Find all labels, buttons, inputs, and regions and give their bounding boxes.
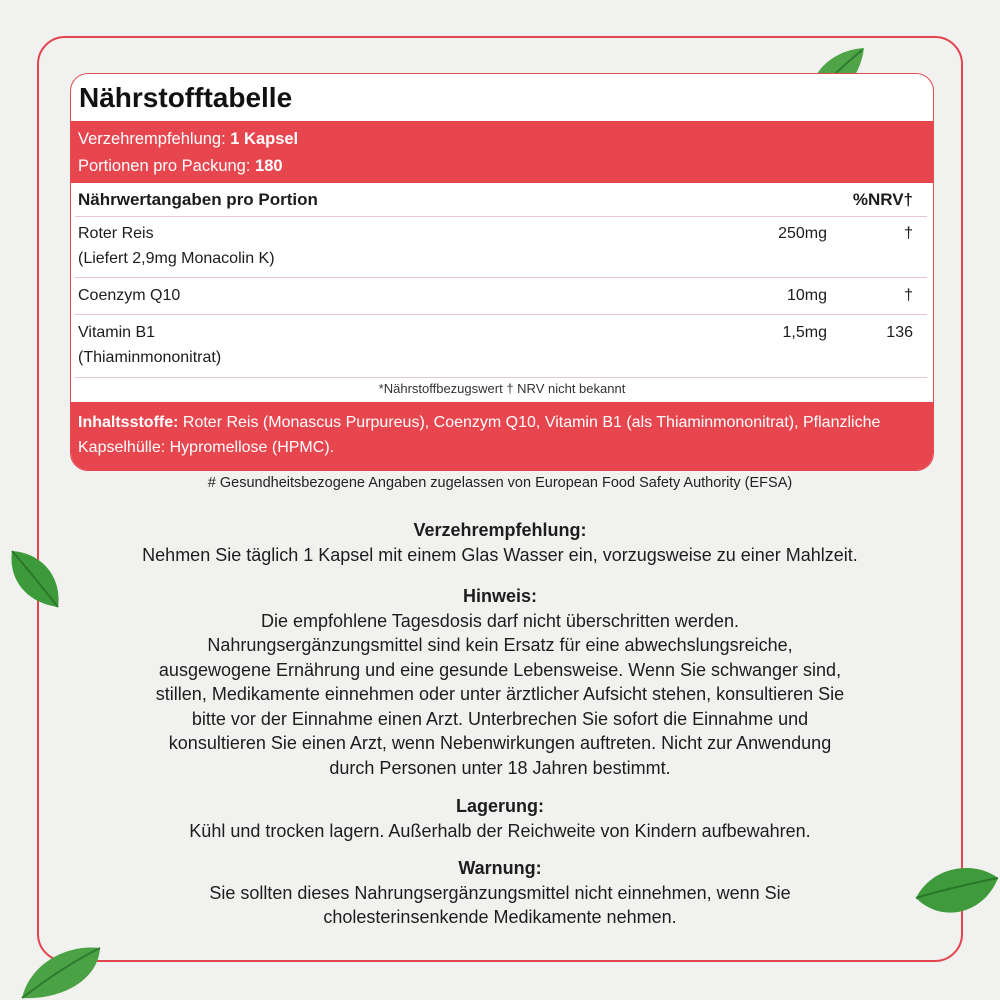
notice-section bbox=[80, 584, 920, 780]
section-heading: Lagerung: bbox=[456, 796, 544, 816]
ingredient-amount: 10mg bbox=[786, 287, 827, 304]
dosage-section bbox=[80, 518, 920, 567]
ingredient-name: Coenzym Q10 bbox=[78, 287, 181, 304]
table-row bbox=[78, 283, 913, 311]
divider bbox=[75, 314, 927, 315]
leaf-icon bbox=[2, 545, 66, 613]
ingredient-amount: 250mg bbox=[778, 225, 827, 242]
dose-value: 1 Kapsel bbox=[230, 130, 299, 148]
ingredients-text: Roter Reis (Monascus Purpureus), Coenzym Q10, Vitamin B1 (als Thiaminmononitrat), Pflanzliche Kapselhülle: Hypromellose (HPMC). bbox=[78, 414, 881, 456]
ingredient-name: Vitamin B1 (Thiaminmononitrat) bbox=[78, 324, 222, 366]
ingredient-amount: 1,5mg bbox=[782, 324, 827, 341]
ingredients bbox=[71, 402, 933, 471]
storage-section bbox=[80, 794, 920, 843]
table-title: Nährstofftabelle bbox=[79, 82, 293, 113]
header-nrv: %NRV† bbox=[852, 190, 913, 209]
portions-line bbox=[78, 153, 933, 180]
dose-label: Verzehrempfehlung: bbox=[78, 130, 231, 148]
ingredient-name: Roter Reis (Liefert 2,9mg Monacolin K) bbox=[78, 225, 275, 267]
portions-value: 180 bbox=[255, 157, 283, 175]
nutrition-table bbox=[70, 73, 934, 471]
divider bbox=[75, 377, 927, 378]
dose-line bbox=[78, 126, 933, 153]
section-text: Die empfohlene Tagesdosis darf nicht überschritten werden. Nahrungsergänzungsmittel sind kein Ersatz für eine abwechslungsreiche, ausgewogene Ernährung und eine gesunde Lebensweise. Wenn Sie schwanger sind, stillen, Medikamente einnehmen oder unter ärztlicher Aufsicht stehen, konsultieren Sie bitte vor der Einnahme einen Arzt. Unterbrechen Sie sofort die Einnahme und konsultieren Sie einen Arzt, wenn Nebenwirkungen auftreten. Nicht zur Anwendung durch Personen unter 18 Jahren bestimmt. bbox=[155, 610, 845, 778]
header-label: Nährwertangaben pro Portion bbox=[78, 190, 318, 209]
section-text: Kühl und trocken lagern. Außerhalb der Reichweite von Kindern aufbewahren. bbox=[189, 820, 811, 841]
table-row bbox=[78, 221, 913, 273]
table-header bbox=[78, 186, 913, 216]
serving-info bbox=[71, 121, 933, 183]
section-heading: Verzehrempfehlung: bbox=[413, 520, 587, 540]
ingredients-label: Inhaltsstoffe: bbox=[78, 414, 179, 431]
leaf-icon bbox=[18, 940, 104, 1000]
divider bbox=[75, 216, 927, 217]
section-text: Sie sollten dieses Nahrungsergänzungsmittel nicht einnehmen, wenn Sie cholesterinsenkende Medikamente nehmen. bbox=[209, 882, 791, 927]
table-row bbox=[78, 320, 913, 372]
nrv-footnote: *Nährstoffbezugswert † NRV nicht bekannt bbox=[378, 381, 626, 396]
divider bbox=[75, 277, 927, 278]
portions-label: Portionen pro Packung: bbox=[78, 157, 256, 175]
section-heading: Warnung: bbox=[458, 858, 542, 878]
efsa-note: # Gesundheitsbezogene Angaben zugelassen von European Food Safety Authority (EFSA) bbox=[207, 475, 793, 491]
section-text: Nehmen Sie täglich 1 Kapsel mit einem Glas Wasser ein, vorzugsweise zu einer Mahlzeit. bbox=[142, 544, 858, 565]
ingredient-nrv: † bbox=[904, 225, 913, 242]
ingredient-nrv: † bbox=[904, 287, 913, 304]
section-heading: Hinweis: bbox=[462, 586, 537, 606]
ingredient-nrv: 136 bbox=[886, 324, 913, 341]
warning-section bbox=[80, 856, 920, 930]
leaf-icon bbox=[912, 858, 1000, 928]
